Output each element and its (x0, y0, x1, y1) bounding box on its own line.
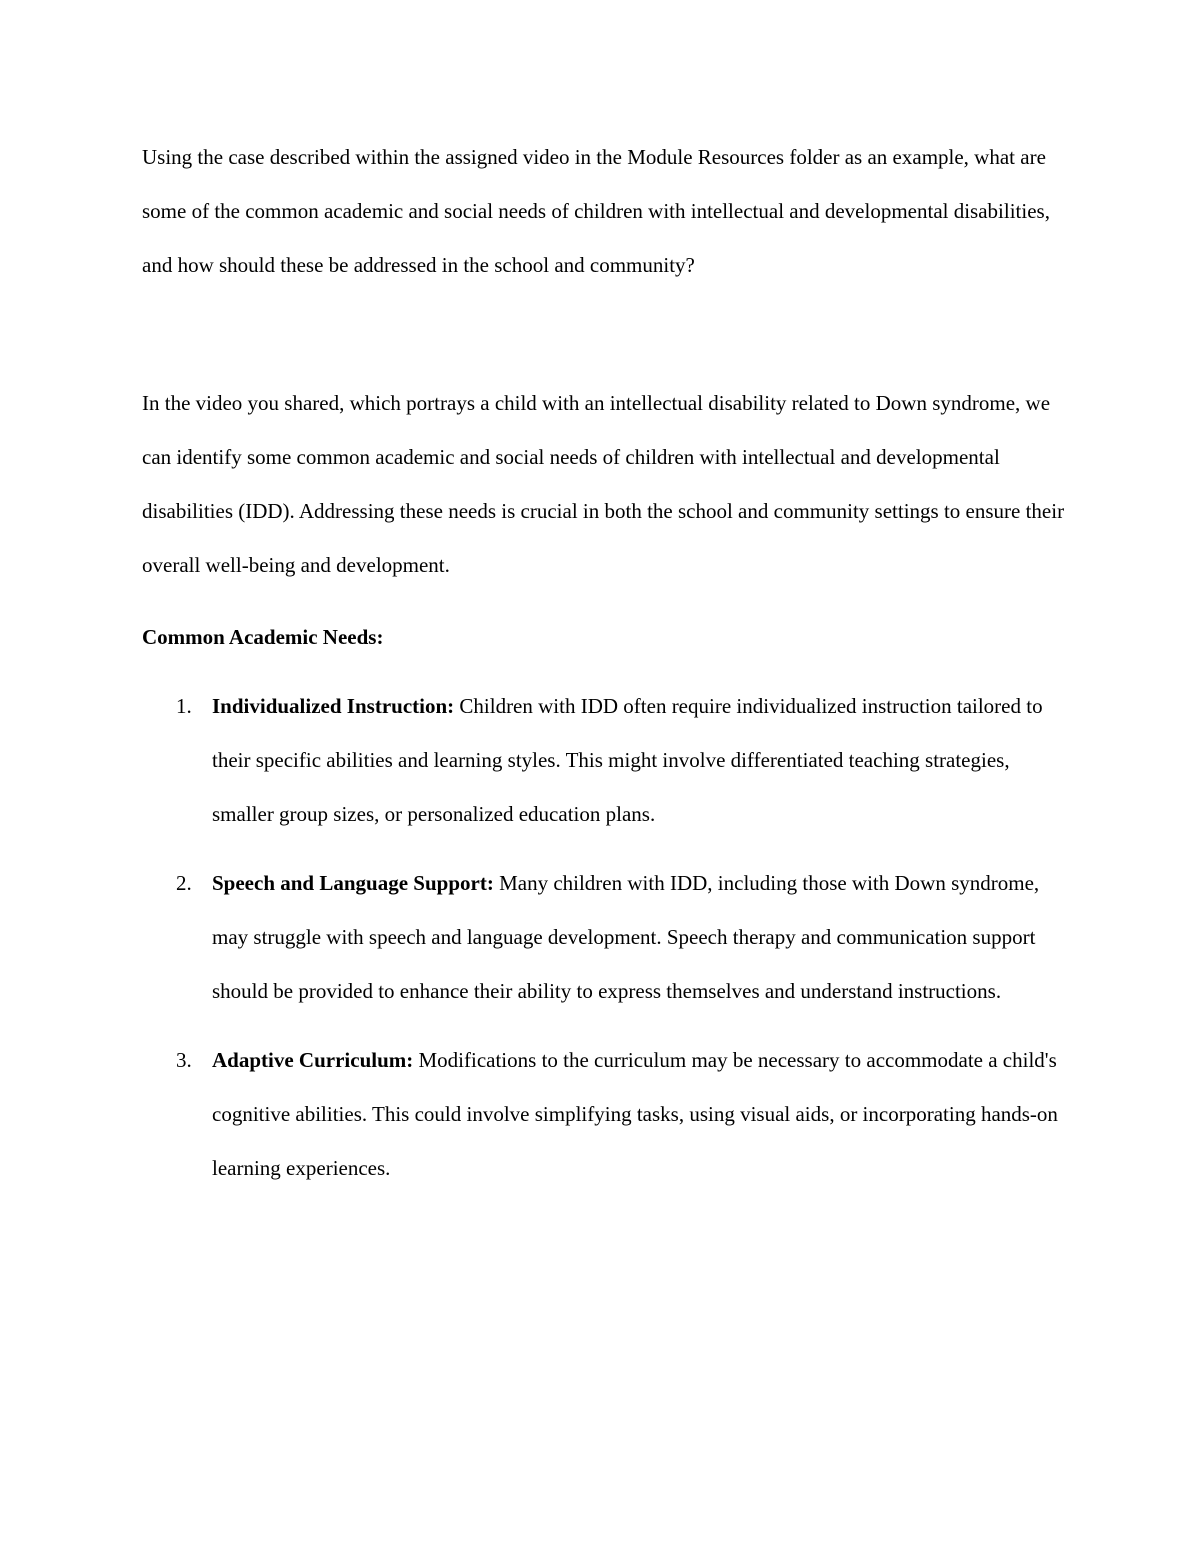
list-item-title: Adaptive Curriculum: (212, 1048, 414, 1072)
list-item-text: Modifications to the curriculum may be necessary to accommodate a child's cognitive abilities. This could involve simplifying tasks, using visual aids, or incorporating hands-on learning experiences. (212, 1048, 1058, 1180)
list-item-title: Individualized Instruction: (212, 694, 455, 718)
list-item-number: 3. (176, 1048, 192, 1072)
list-item (142, 1033, 1072, 1195)
section-heading: Common Academic Needs: (142, 625, 384, 649)
list-item (142, 679, 1072, 841)
list-item-number: 1. (176, 694, 192, 718)
list-item-text: Children with IDD often require individualized instruction tailored to their specific abilities and learning styles. This might involve differentiated teaching strategies, smaller group sizes, or personalized education plans. (212, 694, 1043, 826)
intro-paragraph: In the video you shared, which portrays a child with an intellectual disability related to Down syndrome, we can identify some common academic and social needs of children with intellectual and developmental disabilities (IDD). Addressing these needs is crucial in both the school and community settings to ensure their overall well-being and development. (142, 391, 1065, 577)
academic-needs-list (142, 679, 1072, 1210)
question-paragraph: Using the case described within the assigned video in the Module Resources folder as an example, what are some of the common academic and social needs of children with intellectual and developmental disabilities, and how should these be addressed in the school and community? (142, 145, 1050, 277)
list-item (142, 856, 1072, 1018)
list-item-text: Many children with IDD, including those with Down syndrome, may struggle with speech and language development. Speech therapy and communication support should be provided to enhance their ability to express themselves and understand instructions. (212, 871, 1040, 1003)
list-item-title: Speech and Language Support: (212, 871, 494, 895)
list-item-number: 2. (176, 871, 192, 895)
